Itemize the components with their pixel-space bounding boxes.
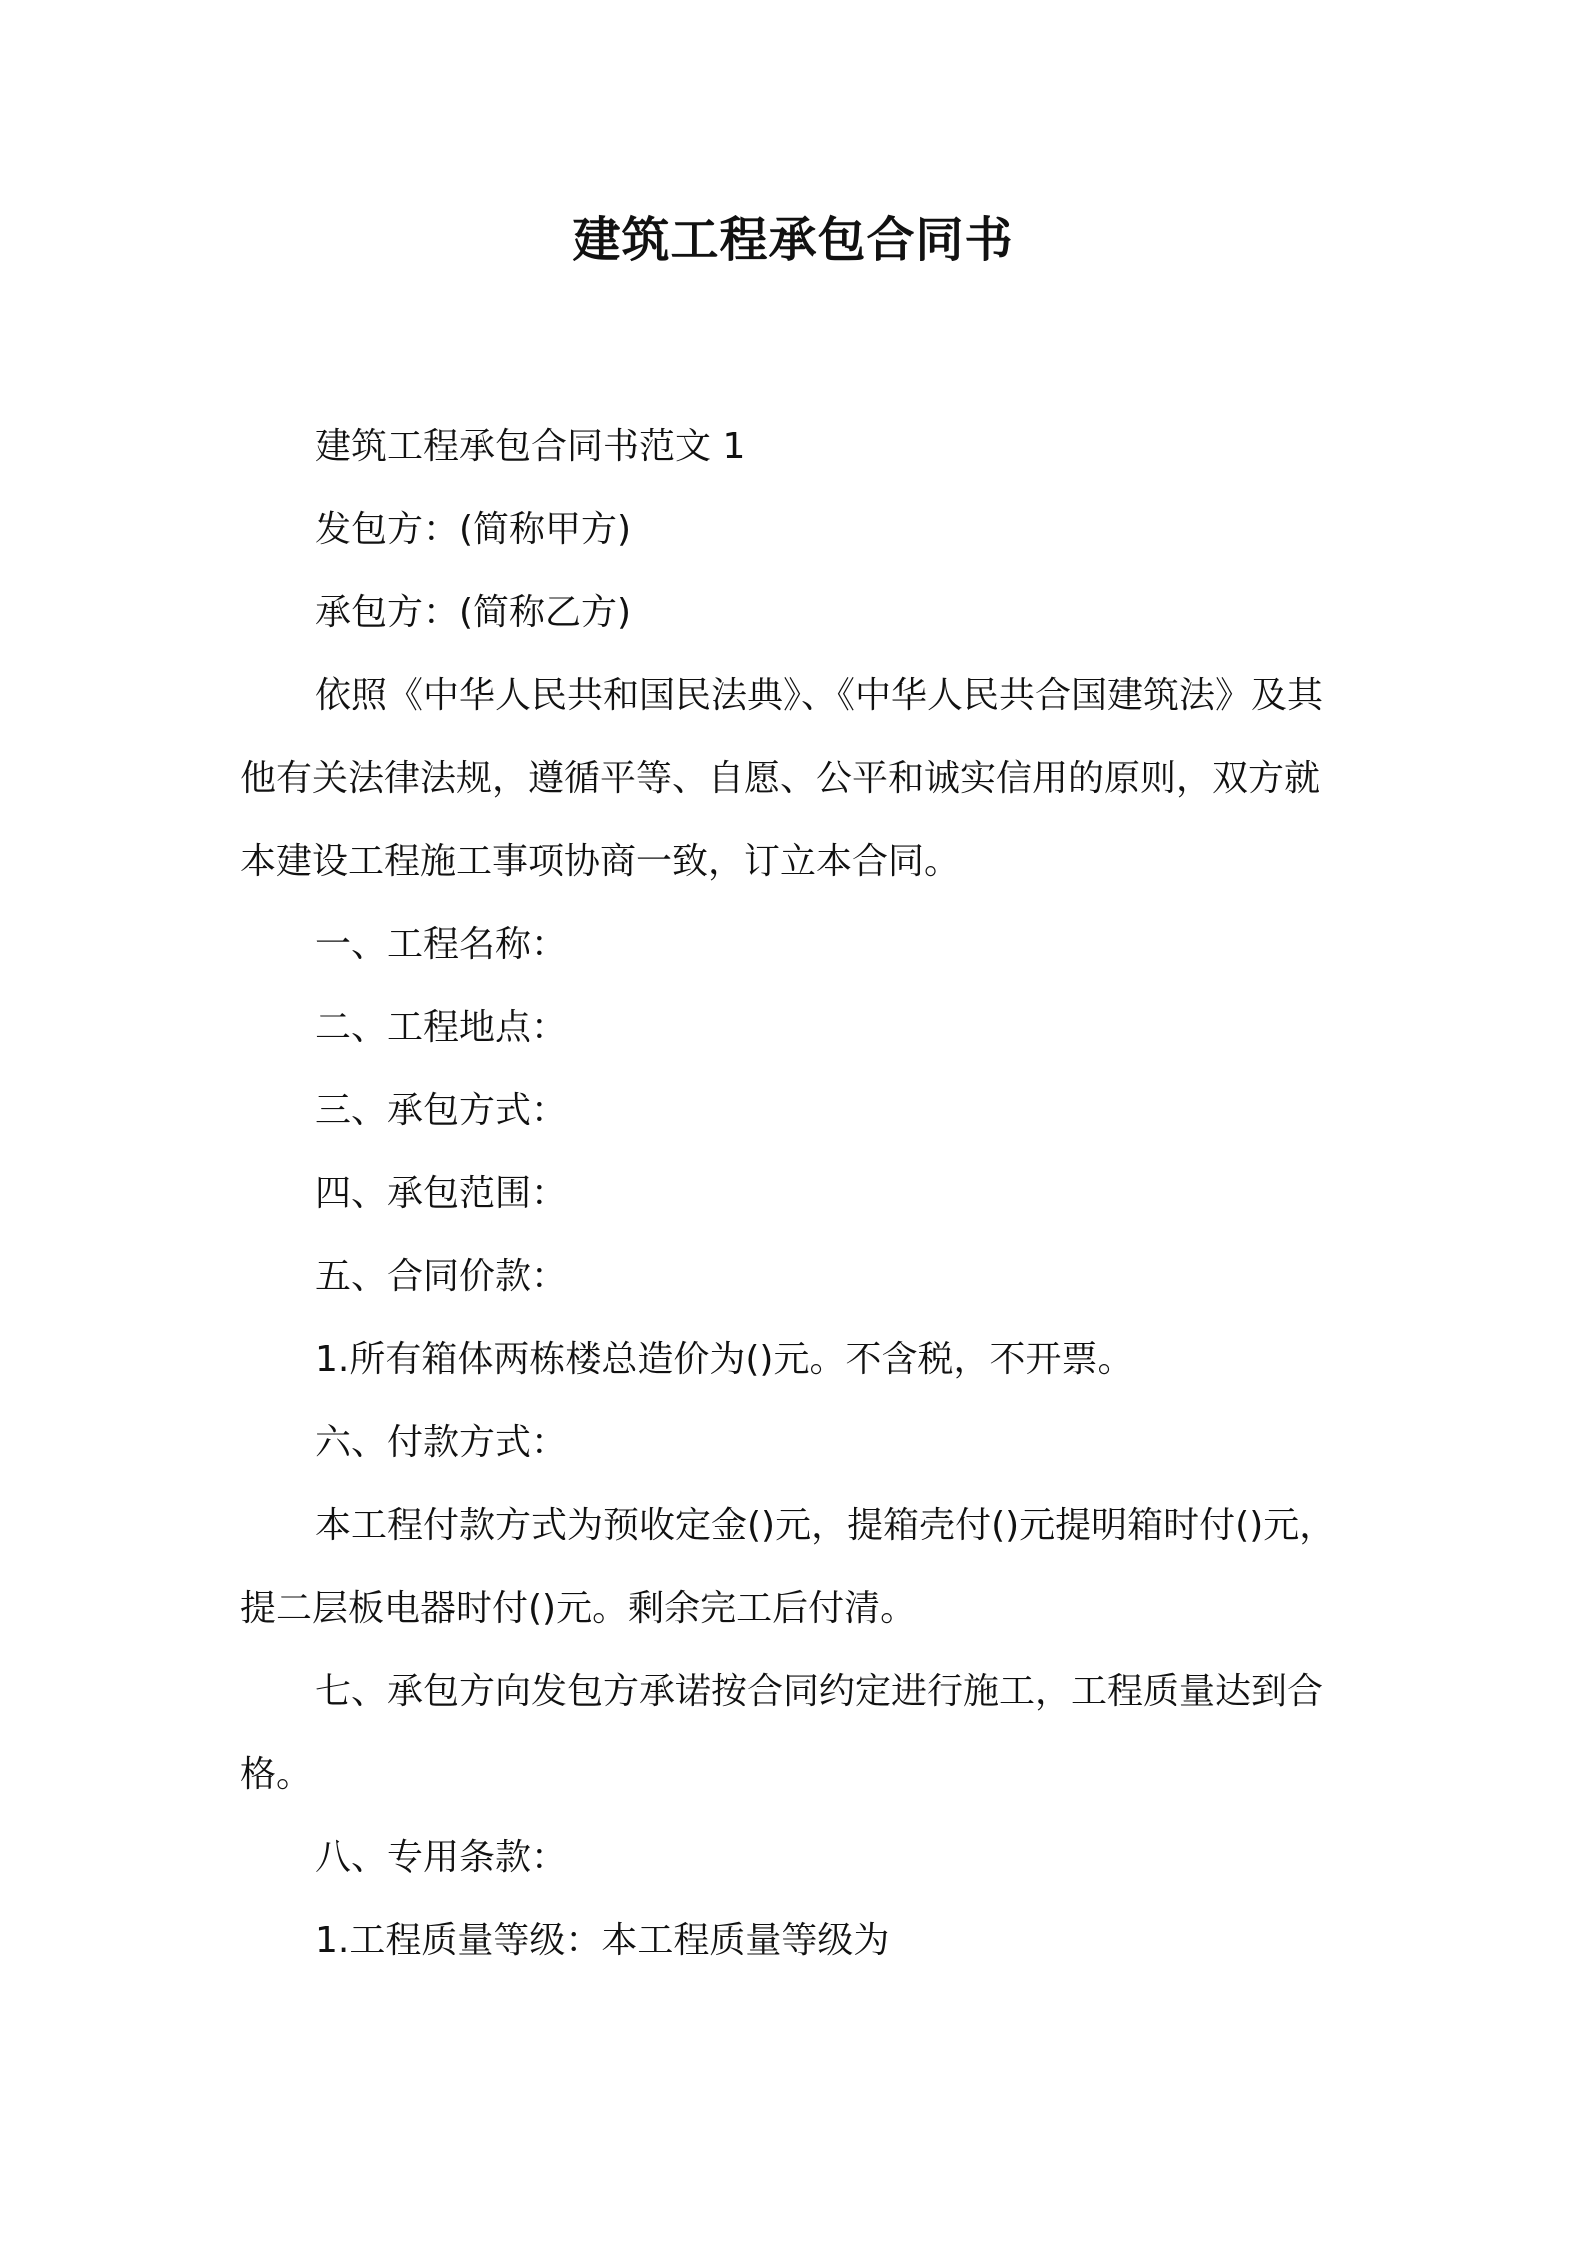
paragraph-payment-details: 本工程付款方式为预收定金()元，提箱壳付()元提明箱时付()元，提二层板电器时付()元。剩余完工后付清。	[240, 1505, 1336, 1629]
paragraph-quality-grade: 1.工程质量等级：本工程质量等级为	[315, 1920, 890, 1961]
paragraph-party-b: 承包方：(简称乙方)	[315, 592, 632, 633]
paragraph-payment-method: 六、付款方式：	[315, 1422, 568, 1463]
paragraph-total-cost: 1.所有箱体两栋楼总造价为()元。不含税，不开票。	[315, 1339, 1134, 1380]
paragraph-contract-price: 五、合同价款：	[315, 1256, 568, 1297]
paragraph-preamble: 依照《中华人民共和国民法典》、《中华人民共合国建筑法》及其他有关法律法规，遵循平等、自愿、公平和诚实信用的原则，双方就本建设工程施工事项协商一致，订立本合同。	[240, 675, 1324, 882]
paragraph-project-location: 二、工程地点：	[315, 1007, 568, 1048]
paragraph-special-terms: 八、专用条款：	[315, 1837, 568, 1878]
document-body	[240, 405, 1354, 1982]
paragraph-heading: 建筑工程承包合同书范文 1	[315, 426, 746, 467]
paragraph-contract-method: 三、承包方式：	[315, 1090, 568, 1131]
paragraph-party-a: 发包方：(简称甲方)	[315, 509, 632, 550]
paragraph-contract-scope: 四、承包范围：	[315, 1173, 568, 1214]
paragraph-quality-commitment: 七、承包方向发包方承诺按合同约定进行施工，工程质量达到合格。	[240, 1671, 1324, 1795]
paragraph-project-name: 一、工程名称：	[315, 924, 568, 965]
document-title: 建筑工程承包合同书	[572, 212, 1014, 268]
